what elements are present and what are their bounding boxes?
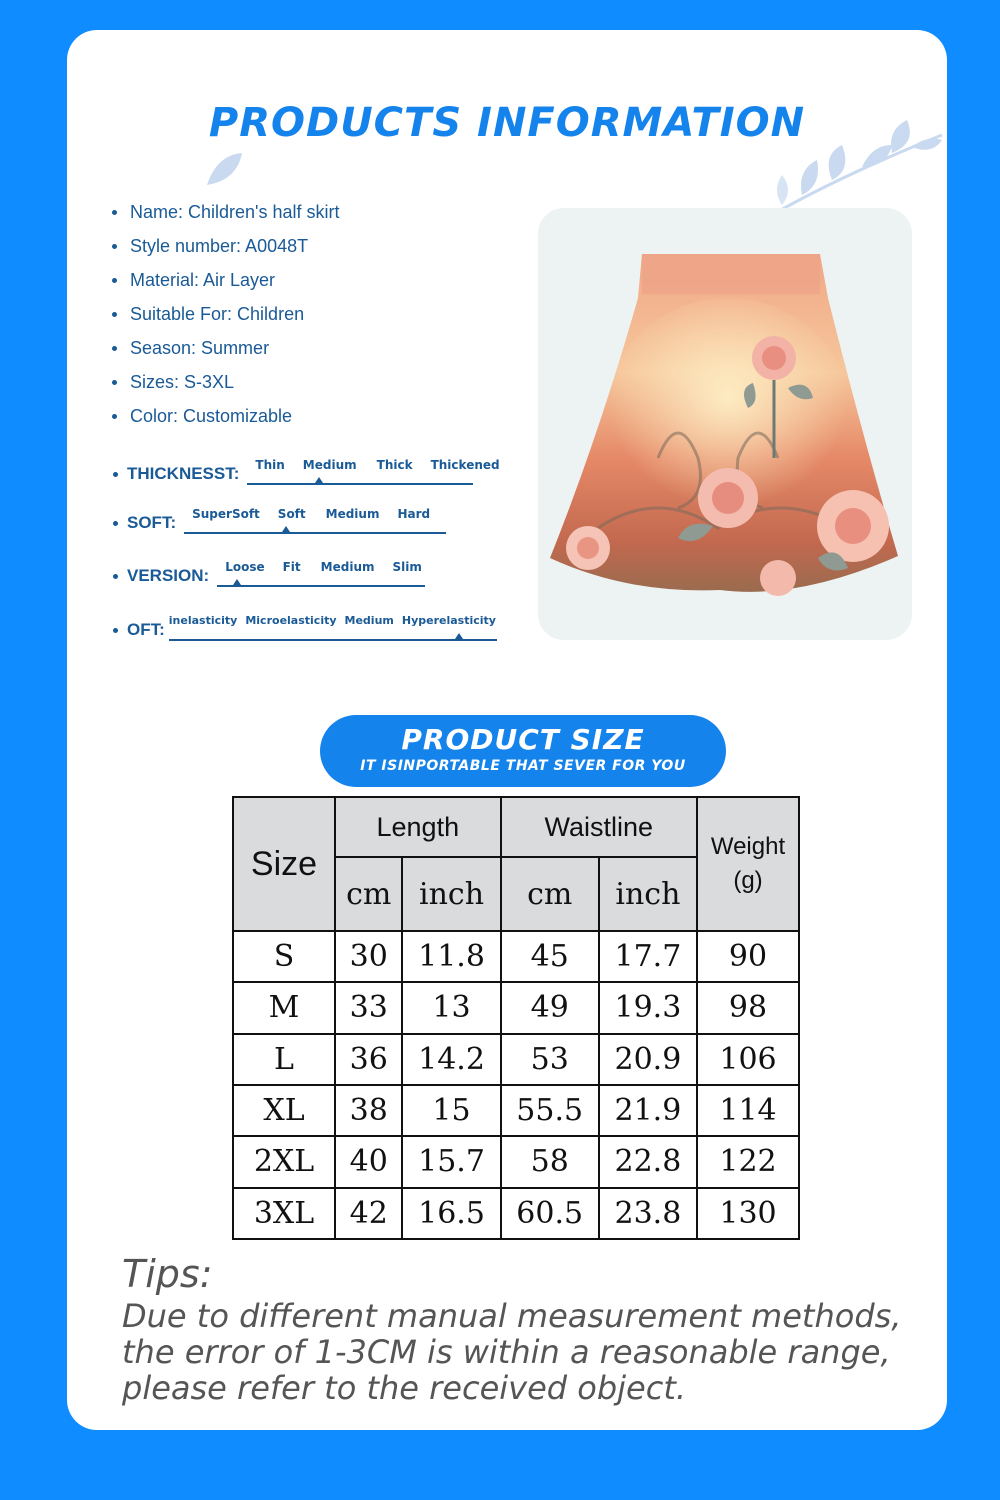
scale-option: SuperSoft <box>192 507 260 521</box>
length-header: Length <box>335 797 501 857</box>
scale-line <box>184 532 446 534</box>
scale-track <box>169 614 497 627</box>
bullet-icon <box>112 244 117 249</box>
length-cm-cell: 33 <box>335 982 402 1033</box>
waist-inch-cell: 21.9 <box>599 1085 697 1136</box>
info-item <box>112 263 340 297</box>
bullet-icon <box>112 414 117 419</box>
bullet-icon <box>112 312 117 317</box>
info-item <box>112 365 340 399</box>
table-row <box>233 982 799 1033</box>
info-item <box>112 195 340 229</box>
skirt-image <box>538 208 912 640</box>
size-cell: XL <box>233 1085 335 1136</box>
waist-inch-cell: 22.8 <box>599 1136 697 1187</box>
scale-option: Medium <box>344 614 394 627</box>
scale-track <box>217 560 425 574</box>
waist-inch-cell: 19.3 <box>599 982 697 1033</box>
length-cm-cell: 30 <box>335 931 402 982</box>
waist-inch-cell: 17.7 <box>599 931 697 982</box>
waist-cm-cell: 55.5 <box>501 1085 599 1136</box>
info-text: Name: Children's half skirt <box>130 202 340 222</box>
tips-title: Tips: <box>122 1252 213 1296</box>
scale-marker-icon <box>455 633 463 639</box>
info-text: Material: Air Layer <box>130 270 276 290</box>
scale-option: Hard <box>397 507 431 521</box>
table-row <box>233 1188 799 1239</box>
weight-cell: 130 <box>697 1188 799 1239</box>
bullet-icon <box>113 472 118 477</box>
table-row <box>233 931 799 982</box>
banner-title: PRODUCT SIZE <box>401 723 645 756</box>
info-text: Color: Customizable <box>130 406 293 426</box>
scale-option: Thick <box>376 458 413 472</box>
length-cm-cell: 36 <box>335 1034 402 1085</box>
bullet-icon <box>112 380 117 385</box>
weight-cell: 98 <box>697 982 799 1033</box>
scale-option: Hyperelasticity <box>401 614 496 627</box>
weight-cell: 90 <box>697 931 799 982</box>
page-title: PRODUCTS INFORMATION <box>208 100 806 146</box>
thickness-scale <box>113 458 500 484</box>
weight-cell: 122 <box>697 1136 799 1187</box>
scale-option: Fit <box>282 560 301 574</box>
scale-option: Medium <box>302 458 357 472</box>
info-item <box>112 229 340 263</box>
product-image-box <box>538 208 912 640</box>
waist-inch-cell: 23.8 <box>599 1188 697 1239</box>
scale-label-text: OFT: <box>127 620 165 639</box>
bullet-icon <box>112 346 117 351</box>
weight-cell: 114 <box>697 1085 799 1136</box>
product-info-list <box>112 195 340 433</box>
bullet-icon <box>113 628 118 633</box>
bullet-icon <box>112 210 117 215</box>
scale-option: inelasticity <box>168 614 238 627</box>
table-row <box>233 1136 799 1187</box>
bullet-icon <box>113 521 118 526</box>
weight-header: Weight (g) <box>697 797 799 931</box>
bullet-icon <box>113 574 118 579</box>
branch-decoration-icon <box>762 105 947 225</box>
waist-cm-cell: 53 <box>501 1034 599 1085</box>
scale-option: Loose <box>225 560 265 574</box>
size-cell: 3XL <box>233 1188 335 1239</box>
length-cm-cell: 42 <box>335 1188 402 1239</box>
product-size-banner <box>320 715 726 787</box>
length-inch-cell: 13 <box>402 982 500 1033</box>
scale-marker-icon <box>315 477 323 483</box>
scale-option: Medium <box>325 507 380 521</box>
size-cell: M <box>233 982 335 1033</box>
scale-label <box>113 620 165 640</box>
info-text: Suitable For: Children <box>130 304 305 324</box>
scale-label <box>113 513 176 533</box>
table-row <box>233 1034 799 1085</box>
scale-line <box>247 483 473 485</box>
scale-label <box>113 464 239 484</box>
tips-body: Due to different manual measurement methods, the error of 1-3CM is within a reasonable range, please refer to the received object. <box>122 1297 902 1407</box>
soft-scale <box>113 507 446 533</box>
unit-header: inch <box>402 857 500 931</box>
size-header: Size <box>233 797 335 931</box>
waist-cm-cell: 60.5 <box>501 1188 599 1239</box>
length-inch-cell: 14.2 <box>402 1034 500 1085</box>
scale-option: Microelasticity <box>245 614 337 627</box>
unit-header: cm <box>335 857 402 931</box>
info-text: Season: Summer <box>130 338 270 358</box>
waist-cm-cell: 49 <box>501 982 599 1033</box>
waist-cm-cell: 45 <box>501 931 599 982</box>
info-item <box>112 399 340 433</box>
unit-header: inch <box>599 857 697 931</box>
scale-track <box>247 458 500 472</box>
scale-line <box>169 639 497 641</box>
waist-inch-cell: 20.9 <box>599 1034 697 1085</box>
scale-option: Medium <box>320 560 375 574</box>
unit-header: cm <box>501 857 599 931</box>
scale-option: Slim <box>392 560 422 574</box>
scale-label-text: THICKNESST: <box>127 464 240 483</box>
scale-label <box>113 566 209 586</box>
info-text: Style number: A0048T <box>130 236 309 256</box>
length-inch-cell: 15.7 <box>402 1136 500 1187</box>
scale-option: Soft <box>277 507 306 521</box>
size-cell: 2XL <box>233 1136 335 1187</box>
length-inch-cell: 16.5 <box>402 1188 500 1239</box>
bullet-icon <box>112 278 117 283</box>
info-text: Sizes: S-3XL <box>130 372 235 392</box>
scale-track <box>184 507 446 521</box>
waist-header: Waistline <box>501 797 697 857</box>
info-item <box>112 331 340 365</box>
size-table <box>232 796 800 1240</box>
info-item <box>112 297 340 331</box>
weight-cell: 106 <box>697 1034 799 1085</box>
scale-label-text: SOFT: <box>127 513 177 532</box>
table-row <box>233 1085 799 1136</box>
scale-line <box>217 585 425 587</box>
size-cell: L <box>233 1034 335 1085</box>
waist-cm-cell: 58 <box>501 1136 599 1187</box>
length-inch-cell: 11.8 <box>402 931 500 982</box>
scale-marker-icon <box>282 526 290 532</box>
length-cm-cell: 38 <box>335 1085 402 1136</box>
scale-marker-icon <box>233 579 241 585</box>
version-scale <box>113 560 425 586</box>
banner-subtitle: IT ISINPORTABLE THAT SEVER FOR YOU <box>360 758 686 774</box>
scale-option: Thickened <box>430 458 500 472</box>
size-cell: S <box>233 931 335 982</box>
scale-option: Thin <box>255 458 285 472</box>
length-cm-cell: 40 <box>335 1136 402 1187</box>
elasticity-scale <box>113 614 497 640</box>
length-inch-cell: 15 <box>402 1085 500 1136</box>
scale-label-text: VERSION: <box>127 566 210 585</box>
